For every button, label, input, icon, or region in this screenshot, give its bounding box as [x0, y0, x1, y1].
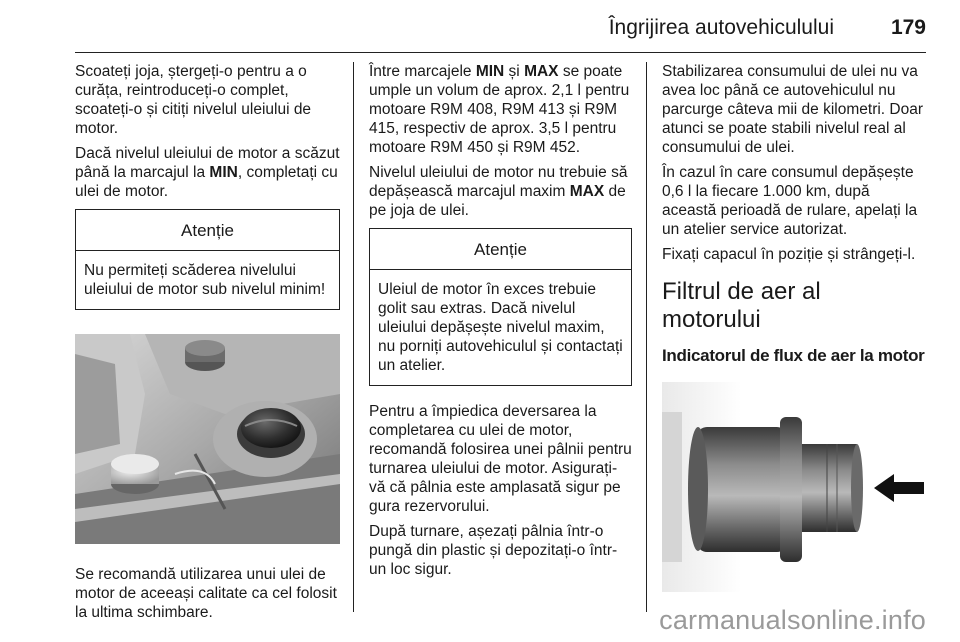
page-header	[75, 0, 926, 53]
watermark: carmanualsonline.info	[659, 605, 926, 635]
paragraph: Se recomandă utilizarea unui ulei de motor de aceeași calitate ca cel folosit la ultima schimbare.	[75, 566, 337, 621]
paragraph: Între marcajele MIN și MAX se poate umple un volum de aprox. 2,1 l pentru motoare R9M 408, R9M 413 și R9M 415, respectiv de aprox. 3,5 l pentru motoare R9M 450 și R9M 452.	[369, 63, 630, 156]
page-number: 179	[890, 16, 926, 39]
section-subheading: Indicatorul de flux de aer la motor	[662, 346, 925, 365]
warning-title: Atenție	[370, 229, 631, 270]
warning-text: Uleiul de motor în exces trebuie golit sau extras. Dacă nivelul uleiului depășește nivelul maxim, nu porniți autovehiculul și contactați un atelier.	[378, 281, 623, 374]
column-3	[662, 62, 926, 597]
paragraph: Fixați capacul în poziție și strângeți-l.	[662, 246, 916, 263]
column-1	[75, 62, 340, 628]
warning-text: Nu permiteți scăderea nivelului uleiului de motor sub nivelul minim!	[84, 262, 326, 298]
column-2	[369, 62, 632, 585]
warning-box	[75, 209, 340, 310]
paragraph: Pentru a împiedica deversarea la completarea cu ulei de motor, recomandă folosirea unei pâlnii pentru turnarea uleiului de motor. Asigurați-vă că pâlnia este amplasată sigur pe gura rezervorului.	[369, 403, 632, 515]
engine-oil-cap-photo	[75, 334, 340, 544]
header-title: Îngrijirea autovehiculului	[608, 16, 834, 39]
paragraph: În cazul în care consumul depășește 0,6 l la fiecare 1.000 km, după această perioadă de rulare, apelați la un atelier service autorizat.	[662, 164, 918, 238]
warning-box	[369, 228, 632, 386]
column-divider	[646, 62, 647, 612]
paragraph: După turnare, așezați pâlnia într-o pungă din plastic și depozitați-o într-un loc sigur.	[369, 523, 618, 578]
paragraph: Dacă nivelul uleiului de motor a scăzut până la marcajul la MIN, completați cu ulei de motor.	[75, 145, 340, 200]
paragraph: Scoateți joja, ștergeți-o pentru a o curăța, reintroduceți-o complet, scoateți-o și citiți nivelul uleiului de motor.	[75, 63, 312, 137]
column-divider	[353, 62, 354, 612]
air-flow-indicator-photo	[662, 382, 926, 592]
section-heading: Filtrul de aer al motorului	[662, 278, 821, 333]
warning-title: Atenție	[76, 210, 339, 251]
paragraph: Stabilizarea consumului de ulei nu va avea loc până ce autovehiculul nu parcurge câteva mii de kilometri. Doar atunci se poate stabili nivelul real al consumului de ulei.	[662, 63, 924, 156]
paragraph: Nivelul uleiului de motor nu trebuie să depășească marcajul maxim MAX de pe joja de ulei.	[369, 164, 628, 219]
